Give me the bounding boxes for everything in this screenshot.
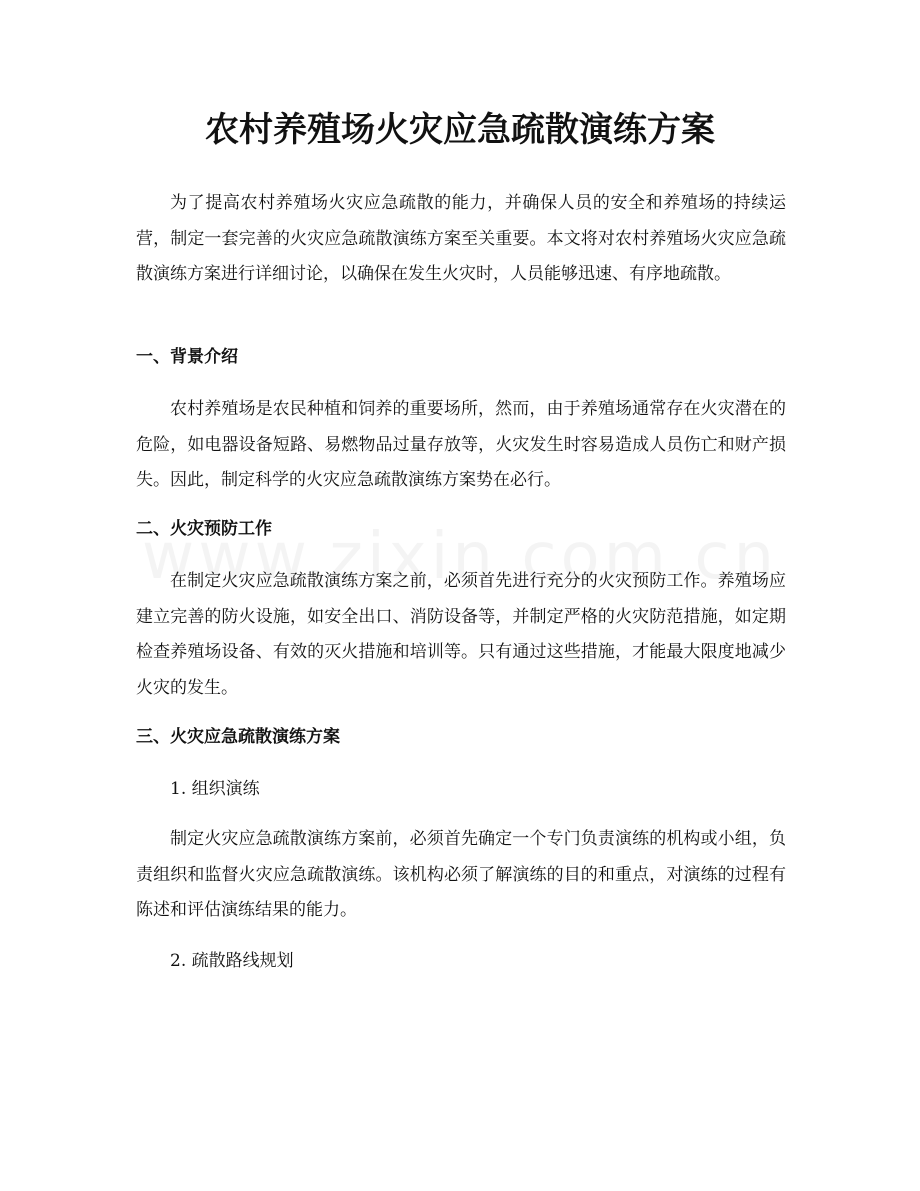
document-title: 农村养殖场火灾应急疏散演练方案 xyxy=(205,110,715,150)
section-heading-evacuation-plan: 三、火灾应急疏散演练方案 xyxy=(136,727,340,747)
section-heading-fire-prevention: 二、火灾预防工作 xyxy=(136,519,272,539)
section-paragraph-fire-prevention: 在制定火灾应急疏散演练方案之前，必须首先进行充分的火灾预防工作。养殖场应建立完善的防火设施，如安全出口、消防设备等，并制定严格的火灾防范措施，如定期检查养殖场设备、有效的灭火措施和培训等。只有通过这些措施，才能最大限度地减少火灾的发生。 xyxy=(136,571,786,698)
subsection-paragraph-organize-drill: 制定火灾应急疏散演练方案前，必须首先确定一个专门负责演练的机构或小组，负责组织和监督火灾应急疏散演练。该机构必须了解演练的目的和重点，对演练的过程有陈述和评估演练结果的能力。 xyxy=(136,829,786,920)
subsection-label-evacuation-route: 2. 疏散路线规划 xyxy=(170,951,294,971)
section-heading-background: 一、背景介绍 xyxy=(136,347,238,367)
section-paragraph-background: 农村养殖场是农民种植和饲养的重要场所，然而，由于养殖场通常存在火灾潜在的危险，如电器设备短路、易燃物品过量存放等，火灾发生时容易造成人员伤亡和财产损失。因此，制定科学的火灾应急疏散演练方案势在必行。 xyxy=(136,399,786,490)
intro-paragraph: 为了提高农村养殖场火灾应急疏散的能力，并确保人员的安全和养殖场的持续运营，制定一套完善的火灾应急疏散演练方案至关重要。本文将对农村养殖场火灾应急疏散演练方案进行详细讨论，以确保在发生火灾时，人员能够迅速、有序地疏散。 xyxy=(136,193,786,284)
subsection-label-organize-drill: 1. 组织演练 xyxy=(170,779,260,799)
